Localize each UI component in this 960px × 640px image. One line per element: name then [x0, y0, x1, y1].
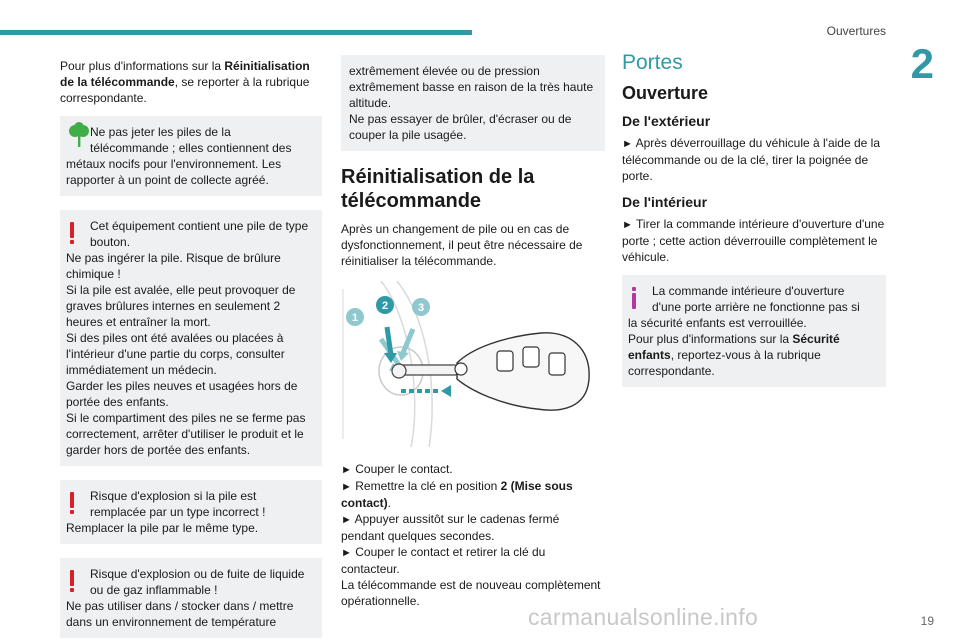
info-text: la sécurité enfants est verrouillée. — [628, 316, 807, 330]
warning-text: Si le compartiment des piles ne se ferme pas correctement, arrêter d'utiliser le produit et le garder hors de portée des enfants. — [66, 411, 306, 457]
warning-text: Ne pas utiliser dans / stocker dans / mettre dans un environnement de température — [66, 599, 294, 629]
warning-icon — [70, 222, 76, 244]
column-middle — [341, 55, 605, 609]
svg-text:3: 3 — [417, 302, 425, 314]
column-right — [622, 51, 886, 401]
warning-text: Remplacer la pile par le même type. — [66, 521, 259, 535]
warning-text: Ne pas ingérer la pile. Risque de brûlure chimique ! — [66, 251, 281, 281]
warning-line-2: ou de gaz inflammable ! — [90, 583, 218, 597]
warning-text: extrêmement élevée ou de pression extrêmement basse en raison de la très haute altitude. — [349, 64, 594, 110]
warning-line-2: remplacée par un type incorrect ! — [90, 505, 266, 519]
key-reset-illustration — [341, 279, 603, 449]
warning-line-2: bouton. — [90, 235, 131, 249]
warning-text: Si la pile est avalée, elle peut provoquer de graves brûlures internes en seulement 2 heures et entraîner la mort. — [66, 283, 296, 329]
leak-warning-continued-box — [341, 55, 605, 151]
subheading-ouverture: Ouverture — [622, 83, 709, 103]
section-heading-reset: Réinitialisation de la télécommande — [341, 166, 535, 212]
header-accent-bar — [0, 30, 472, 35]
chapter-number: 2 — [910, 40, 934, 87]
warning-text: Garder les piles neuves et usagées hors de portée des enfants. — [66, 379, 298, 409]
info-line-2: d'une porte arrière ne fonctionne pas si — [652, 300, 860, 314]
warning-line-1: Risque d'explosion ou de fuite de liquide — [90, 567, 305, 581]
section-name: Ouvertures — [826, 24, 886, 38]
warning-line-1: Risque d'explosion si la pile est — [90, 489, 257, 503]
warning-line-1: Cet équipement contient une pile de type — [90, 219, 309, 233]
eco-notice-box — [60, 116, 322, 196]
battery-warning-box — [60, 210, 322, 466]
interior-text: ► Tirer la commande intérieure d'ouverture d'une porte ; cette action déverrouille complètement le véhicule. — [622, 217, 885, 264]
warning-icon — [70, 570, 76, 592]
callout-3 — [412, 298, 430, 316]
intro-text: Pour plus d'informations sur la — [60, 59, 225, 73]
step-2: ► Remettre la clé en position 2 (Mise sous contact). — [341, 479, 573, 510]
reset-outro: La télécommande est de nouveau complètement opérationnelle. — [341, 578, 601, 608]
heading-exterior: De l'extérieur — [622, 113, 711, 129]
watermark: carmanualsonline.info — [528, 604, 759, 630]
warning-text: Ne pas essayer de brûler, d'écraser ou de couper la pile usagée. — [349, 112, 572, 142]
intro-text-end: , se reporter à la rubrique correspondante. — [60, 75, 310, 105]
step-3: ► Appuyer aussitôt sur le cadenas fermé pendant quelques secondes. — [341, 512, 560, 543]
svg-text:1: 1 — [351, 312, 359, 324]
step-4: ► Couper le contact et retirer la clé du contacteur. — [341, 545, 546, 576]
callout-2 — [376, 296, 394, 314]
leak-warning-box — [60, 558, 322, 638]
eco-line-1: Ne pas jeter les piles de la — [90, 125, 231, 139]
section-heading-portes: Portes — [622, 51, 683, 74]
callout-1 — [346, 308, 364, 326]
column-left — [60, 58, 322, 640]
info-text: Pour plus d'informations sur la Sécurité enfants, reportez-vous à la rubrique correspondante. — [628, 332, 840, 378]
eco-text: métaux nocifs pour l'environnement. Les rapporter à un point de collecte agréé. — [66, 157, 282, 187]
svg-text:2: 2 — [381, 300, 389, 312]
eco-line-2: télécommande ; elles contiennent des — [90, 141, 292, 155]
child-lock-info-box — [622, 275, 886, 387]
page-number: 19 — [920, 614, 934, 628]
heading-interior: De l'intérieur — [622, 194, 708, 210]
warning-text: Si des piles ont été avalées ou placées à l'intérieur d'une partie du corps, consulter immédiatement un médecin. — [66, 331, 285, 377]
explosion-warning-box — [60, 480, 322, 544]
info-line-1: La commande intérieure d'ouverture — [652, 284, 845, 298]
reset-intro: Après un changement de pile ou en cas de dysfonctionnement, il peut être nécessaire de réinitialiser la télécommande. — [341, 222, 583, 268]
leaf-eco-icon — [68, 122, 90, 148]
warning-icon — [70, 492, 76, 514]
exterior-text: ► Après déverrouillage du véhicule à l'aide de la télécommande ou de la clé, tirer la poignée de porte. — [622, 136, 881, 183]
step-1: ► Couper le contact. — [341, 462, 453, 476]
intro-paragraph — [60, 58, 322, 106]
info-icon — [632, 287, 638, 309]
intro-link-text: Réinitialisation de la télécommande — [60, 59, 310, 89]
